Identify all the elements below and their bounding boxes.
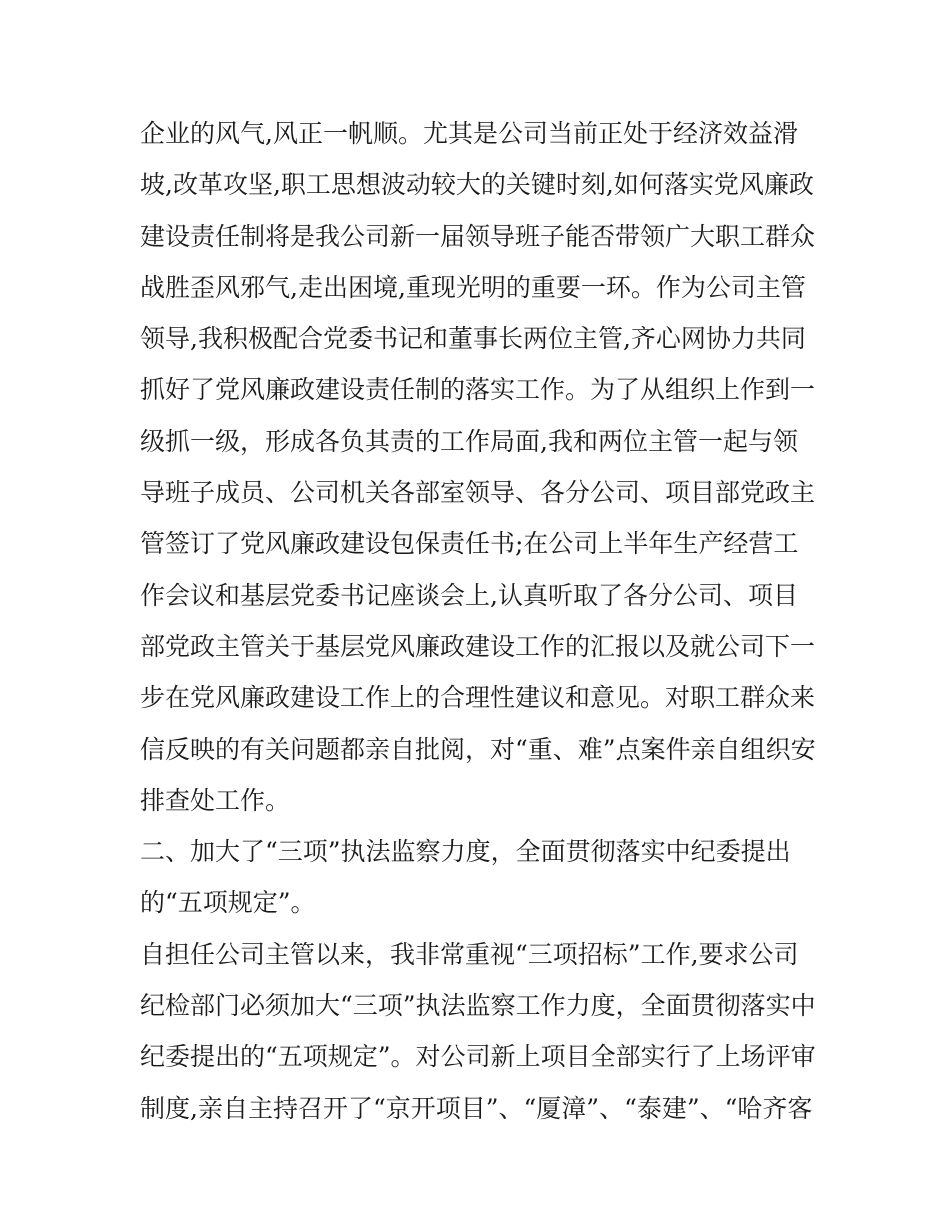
- text-line: 企业的风气,风正一帆顺。尤其是公司当前正处于经济效益滑: [140, 119, 798, 148]
- text-line: 管签订了党风廉政建设包保责任书;在公司上半年生产经营工: [140, 529, 799, 559]
- text-line: 步在党风廉政建设工作上的合理性建议和意见。对职工群众来: [140, 683, 816, 713]
- text-line: 纪委提出的“五项规定”。对公司新上项目全部实行了上场评审: [140, 1042, 816, 1072]
- text-line: 纪检部门必须加大“三项”执法监察工作力度，全面贯彻落实中: [140, 991, 816, 1021]
- text-line: 制度,亲自主持召开了“京开项目”、“厦漳”、“泰建”、“哈齐客: [140, 1093, 813, 1123]
- text-line: 作会议和基层党委书记座谈会上,认真听取了各分公司、项目: [140, 580, 798, 610]
- text-line: 建设责任制将是我公司新一届领导班子能否带领广大职工群众: [140, 221, 816, 251]
- text-line: 级抓一级，形成各负其责的工作局面,我和两位主管一起与领: [140, 426, 798, 456]
- text-line: 自担任公司主管以来，我非常重视“三项招标”工作,要求公司: [140, 939, 799, 969]
- text-line: 信反映的有关问题都亲自批阅，对“重、难”点案件亲自组织安: [140, 734, 816, 764]
- text-line: 部党政主管关于基层党风廉政建设工作的汇报以及就公司下一: [140, 631, 816, 661]
- text-line: 抓好了党风廉政建设责任制的落实工作。为了从组织上作到一: [140, 375, 816, 405]
- body-text: [140, 108, 830, 1134]
- text-line: 导班子成员、公司机关各部室领导、各分公司、项目部党政主: [140, 478, 816, 508]
- text-line: 领导,我积极配合党委书记和董事长两位主管,齐心网协力共同: [140, 324, 806, 354]
- section-heading: 的“五项规定”。: [140, 888, 316, 918]
- section-heading: 二、加大了“三项”执法监察力度，全面贯彻落实中纪委提出: [140, 837, 791, 867]
- text-line: 排查处工作。: [140, 785, 291, 815]
- text-line: 战胜歪风邪气,走出困境,重现光明的重要一环。作为公司主管: [140, 272, 806, 302]
- text-line: 坡,改革攻坚,职工思想波动较大的关键时刻,如何落实党风廉政: [140, 170, 814, 200]
